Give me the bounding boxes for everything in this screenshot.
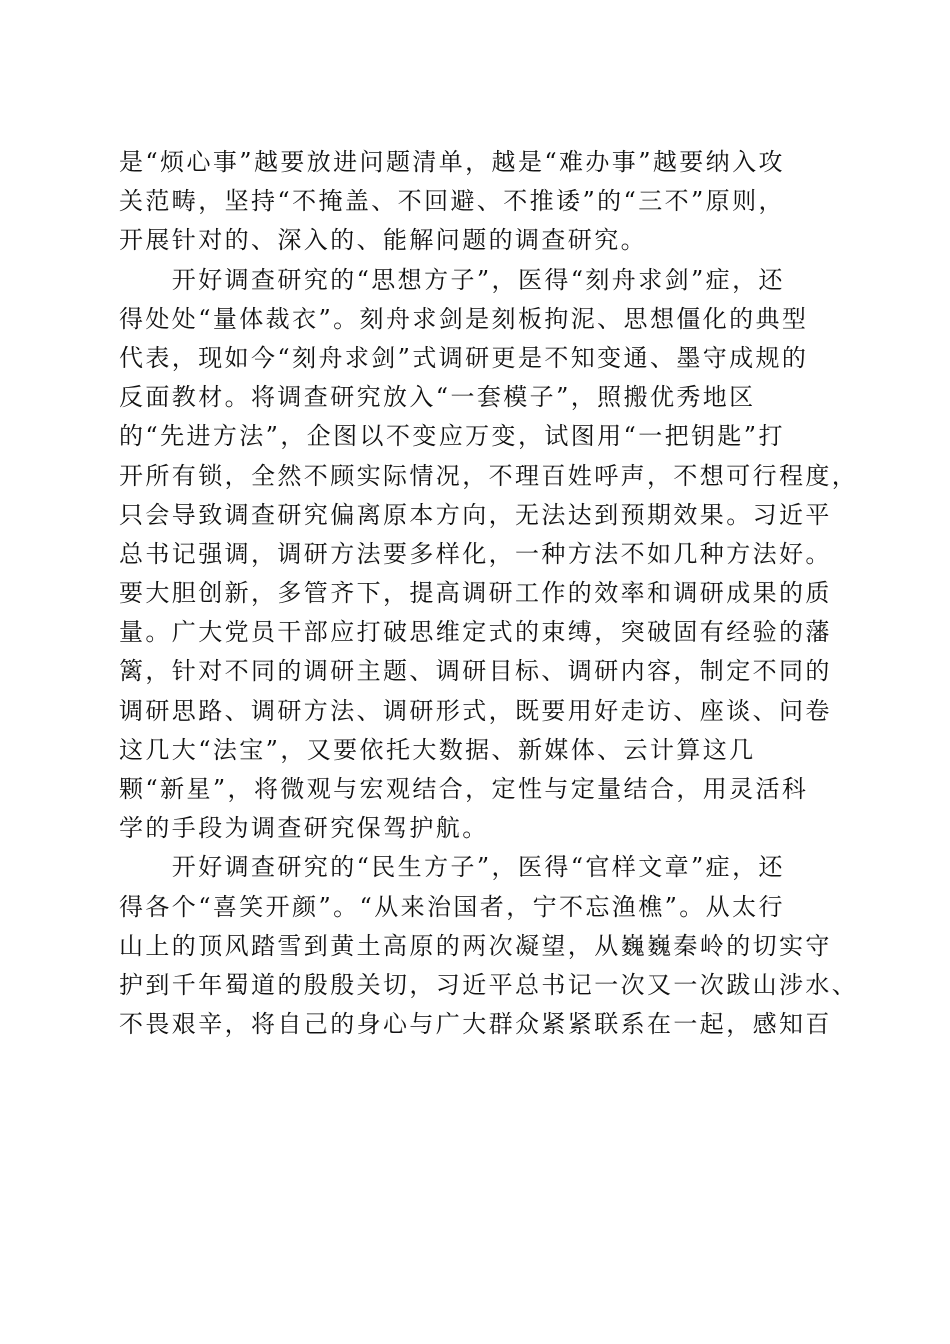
text-line: 反面教材。将调查研究放入“一套模子”，照搬优秀地区 [119,383,756,412]
text-line: 总书记强调，调研方法要多样化，一种方法不如几种方法好。 [119,539,832,568]
text-line: 护到千年蜀道的殷殷关切，习近平总书记一次又一次跋山涉水、 [119,970,859,999]
text-line: 得各个“喜笑开颜”。“从来治国者，宁不忘渔樵”。从太行 [119,892,785,921]
text-line: 开展针对的、深入的、能解问题的调查研究。 [119,226,647,255]
text-line: 是“烦心事”越要放进问题清单，越是“难办事”越要纳入攻 [119,148,785,176]
text-line: 颗“新星”，将微观与宏观结合，定性与定量结合，用灵活科 [119,775,809,803]
text-line: 得处处“量体裁衣”。刻舟求剑是刻板拘泥、思想僵化的典型 [119,304,809,333]
text-line: 的“先进方法”，企图以不变应万变，试图用“一把钥匙”打 [119,422,785,451]
text-line: 要大胆创新，多管齐下，提高调研工作的效率和调研成果的质 [119,579,832,608]
text-line: 量。广大党员干部应打破思维定式的束缚，突破固有经验的藩 [119,618,832,647]
text-line: 篱，针对不同的调研主题、调研目标、调研内容，制定不同的 [119,657,832,686]
text-line: 山上的顶风踏雪到黄土高原的两次凝望，从巍巍秦岭的切实守 [119,931,832,960]
text-line: 调研思路、调研方法、调研形式，既要用好走访、座谈、问卷 [119,696,832,725]
text-line: 关范畴，坚持“不掩盖、不回避、不推诿”的“三不”原则， [119,187,785,216]
text-line: 开好调查研究的“思想方子”，医得“刻舟求剑”症，还 [119,265,785,294]
text-line: 这几大“法宝”，又要依托大数据、新媒体、云计算这几 [119,735,756,764]
body-text [119,143,859,1044]
text-line: 不畏艰辛，将自己的身心与广大群众紧紧联系在一起，感知百 [119,1010,832,1039]
text-line: 开好调查研究的“民生方子”，医得“官样文章”症，还 [119,853,785,882]
text-line: 代表，现如今“刻舟求剑”式调研更是不知变通、墨守成规的 [119,343,809,372]
text-line: 只会导致调查研究偏离原本方向，无法达到预期效果。习近平 [119,500,832,529]
text-line: 学的手段为调查研究保驾护航。 [119,814,489,843]
text-line: 开所有锁，全然不顾实际情况，不理百姓呼声，不想可行程度， [119,461,859,490]
